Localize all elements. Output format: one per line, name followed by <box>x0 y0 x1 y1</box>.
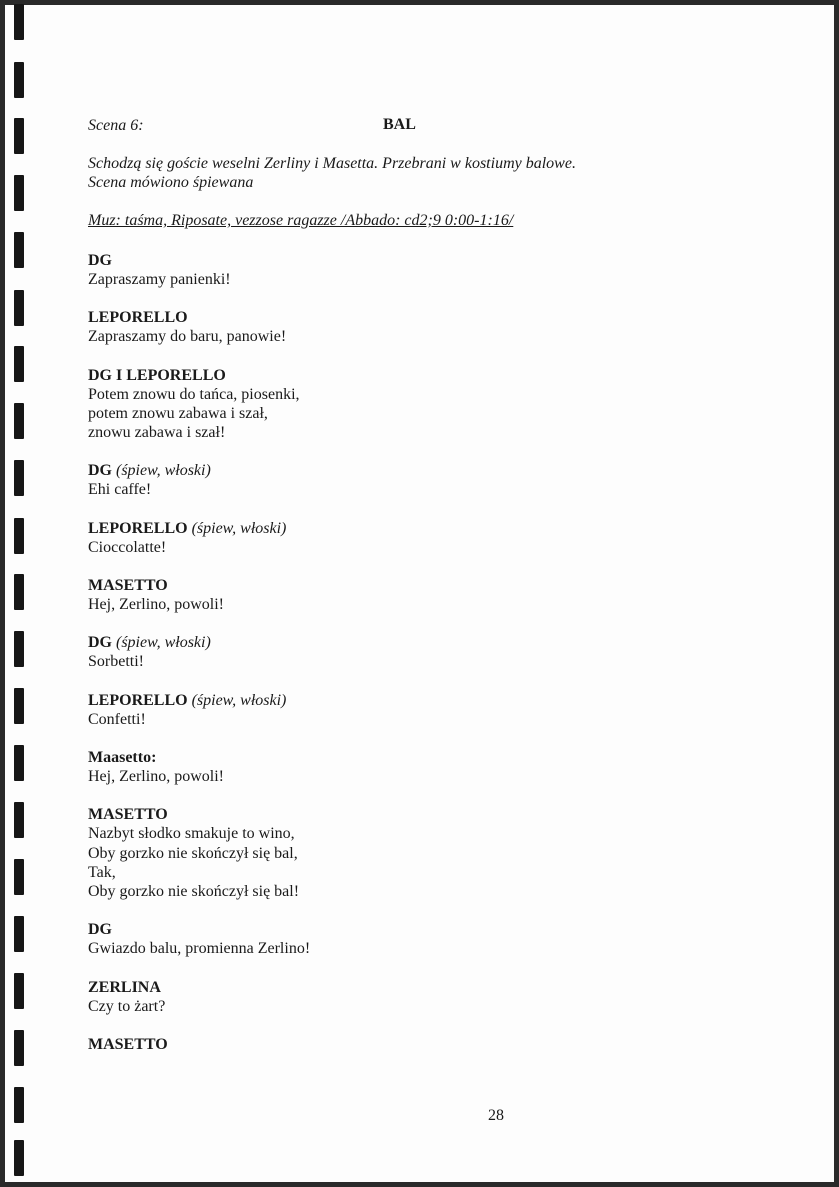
dialogue-line: potem znowu zabawa i szał, <box>88 404 268 422</box>
binding-hole <box>14 460 24 496</box>
dialogue-line: znowu zabawa i szał! <box>88 424 226 442</box>
binding-hole <box>14 745 24 781</box>
binding-hole <box>14 175 24 211</box>
scene-label: Scena 6: <box>88 117 144 134</box>
dialogue-line: Hej, Zerlino, powoli! <box>88 596 224 614</box>
speaker-line <box>88 978 788 997</box>
speaker-line <box>88 576 788 595</box>
dialogue-block <box>88 366 788 443</box>
speaker-name: DG <box>88 252 112 269</box>
binding-hole <box>14 403 24 439</box>
speaker-name: MASETTO <box>88 577 168 595</box>
speaker-name: DG I LEPORELLO <box>88 366 226 384</box>
speaker-name: DG <box>88 462 112 480</box>
speaker-note: (śpiew, włoski) <box>116 462 211 480</box>
speaker-name: DG <box>88 921 112 939</box>
dialogue-line: Confetti! <box>88 710 146 728</box>
speaker-name: LEPORELLO <box>88 519 188 537</box>
dialogue <box>88 251 788 1073</box>
speaker-line <box>88 748 788 767</box>
dialogue-block <box>88 519 788 557</box>
binding-hole <box>14 1140 24 1176</box>
binding-hole <box>14 290 24 326</box>
dialogue-block <box>88 691 788 729</box>
dialogue-line: Nazbyt słodko smakuje to wino, <box>88 825 295 843</box>
dialogue-block <box>88 748 788 786</box>
speaker-name: MASETTO <box>88 806 168 824</box>
binding-hole <box>14 232 24 268</box>
stage-direction <box>88 154 576 192</box>
speaker-name: LEPORELLO <box>88 309 188 327</box>
binding-hole <box>14 973 24 1009</box>
dialogue-block <box>88 1035 788 1054</box>
speaker-line <box>88 805 788 824</box>
dialogue-line: Cioccolatte! <box>88 538 167 556</box>
speaker-line <box>88 461 788 480</box>
speaker-name: LEPORELLO <box>88 691 188 709</box>
binding-hole <box>14 631 24 667</box>
dialogue-block <box>88 251 788 289</box>
stage-direction-line: Scena mówiono śpiewana <box>88 174 254 191</box>
scene-title: BAL <box>383 116 416 133</box>
speaker-note: (śpiew, włoski) <box>116 634 211 652</box>
binding-hole <box>14 1087 24 1123</box>
dialogue-line: Sorbetti! <box>88 653 144 671</box>
music-cue: Muz: taśma, Riposate, vezzose ragazze /Abbado: cd2;9 0:00-1:16/ <box>88 212 514 229</box>
dialogue-line: Zapraszamy panienki! <box>88 271 231 288</box>
speaker-name: Maasetto: <box>88 748 157 766</box>
speaker-line <box>88 308 788 327</box>
dialogue-block <box>88 920 788 958</box>
dialogue-line: Zapraszamy do baru, panowie! <box>88 328 287 346</box>
binding-hole <box>14 802 24 838</box>
speaker-name: MASETTO <box>88 1036 168 1054</box>
speaker-line <box>88 1035 788 1054</box>
dialogue-block <box>88 805 788 901</box>
binding-hole <box>14 518 24 554</box>
binding-hole <box>14 859 24 895</box>
dialogue-block <box>88 308 788 346</box>
binding-hole <box>14 346 24 382</box>
dialogue-line: Oby gorzko nie skończył się bal, <box>88 844 298 862</box>
dialogue-block <box>88 978 788 1016</box>
speaker-note: (śpiew, włoski) <box>191 691 287 709</box>
dialogue-block <box>88 633 788 671</box>
binding-hole <box>14 1030 24 1066</box>
speaker-name: ZERLINA <box>88 978 161 996</box>
speaker-line <box>88 366 788 385</box>
dialogue-line: Hej, Zerlino, powoli! <box>88 767 224 785</box>
page-number: 28 <box>488 1107 504 1124</box>
dialogue-line: Ehi caffe! <box>88 481 152 499</box>
binding-hole <box>14 688 24 724</box>
binding-hole <box>14 574 24 610</box>
binding-hole <box>14 118 24 154</box>
dialogue-line: Gwiazdo balu, promienna Zerlino! <box>88 940 311 958</box>
dialogue-block <box>88 461 788 499</box>
speaker-line <box>88 920 788 939</box>
speaker-note: (śpiew, włoski) <box>191 519 287 537</box>
stage-direction-line: Schodzą się goście weselni Zerliny i Masetta. Przebrani w kostiumy balowe. <box>88 155 576 172</box>
binding-hole <box>14 62 24 98</box>
speaker-line <box>88 691 788 710</box>
comb-binding <box>14 0 26 1187</box>
binding-hole <box>14 4 24 40</box>
dialogue-line: Oby gorzko nie skończył się bal! <box>88 883 300 901</box>
dialogue-block <box>88 576 788 614</box>
speaker-name: DG <box>88 634 112 652</box>
speaker-line <box>88 633 788 652</box>
binding-hole <box>14 916 24 952</box>
dialogue-line: Czy to żart? <box>88 997 166 1015</box>
dialogue-line: Tak, <box>88 863 116 881</box>
dialogue-line: Potem znowu do tańca, piosenki, <box>88 385 300 403</box>
speaker-line <box>88 251 788 270</box>
speaker-line <box>88 519 788 538</box>
